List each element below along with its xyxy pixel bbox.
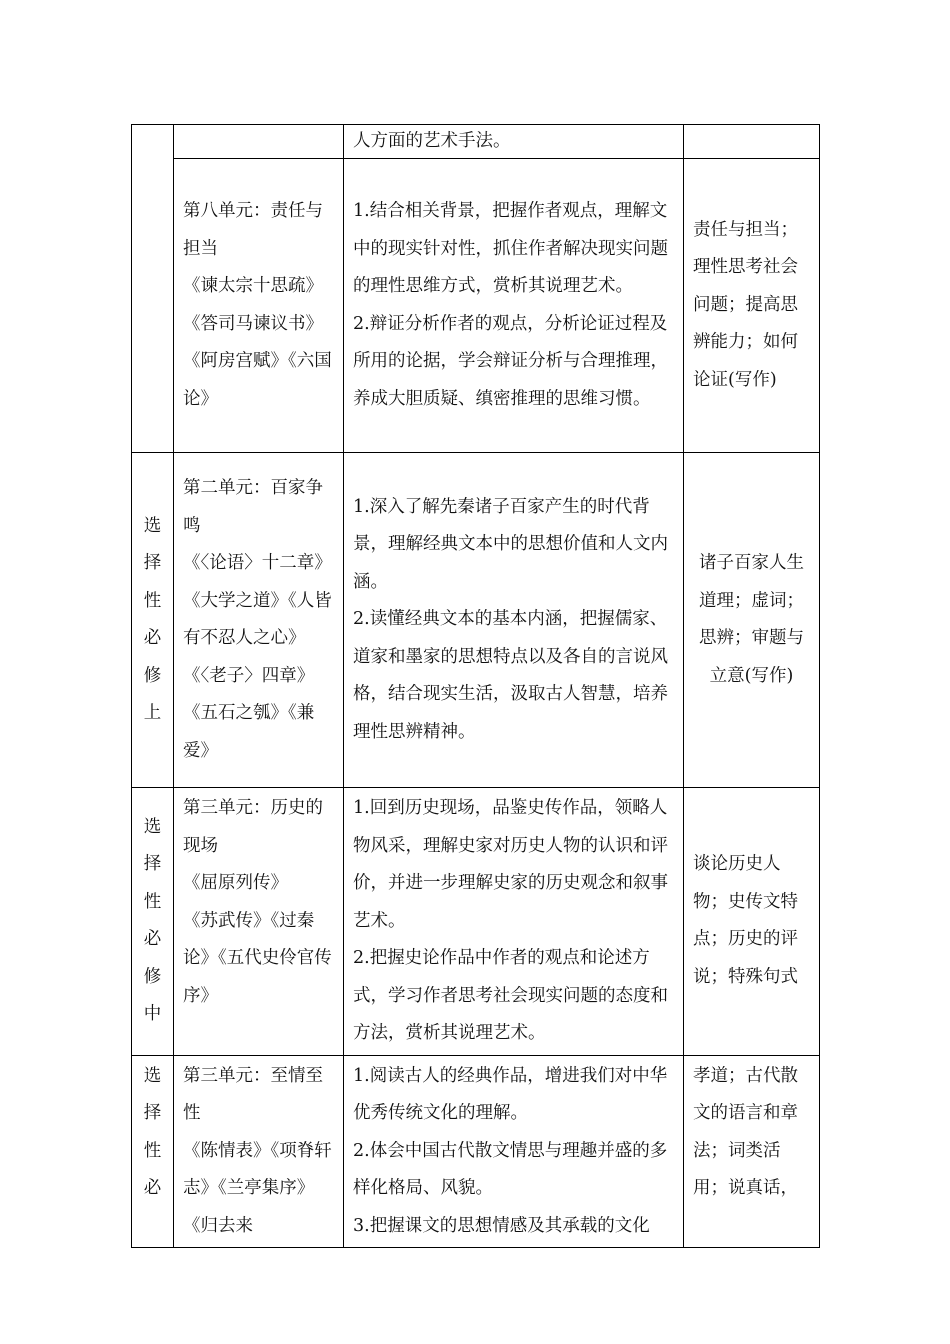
focus-text: 诸子百家人生道理；虚词；思辨；审题与立意(写作) <box>699 553 804 686</box>
unit-title: 第八单元：责任与担当 <box>183 201 323 259</box>
module-char: 必 <box>143 929 162 950</box>
unit-texts: 《〈老子〉四章》《五石之瓠》《兼爱》 <box>183 665 315 761</box>
unit-texts: 《谏太宗十思疏》《答司马谏议书》《阿房宫赋》《六国论》 <box>183 276 332 409</box>
module-char: 修 <box>143 966 162 987</box>
goal-text: 2.把握史论作品中作者的观点和论述方式，学习作者思考社会现实问题的态度和方法，赏析其说理艺术。 <box>353 948 668 1043</box>
module-char: 择 <box>143 854 162 875</box>
focus-text: 责任与担当；理性思考社会问题；提高思辨能力；如何论证(写作) <box>693 219 798 390</box>
unit-cell <box>174 1055 344 1248</box>
module-char: 必 <box>143 1178 162 1198</box>
unit-title: 第二单元：百家争鸣 <box>183 478 323 536</box>
goal-cell <box>344 788 684 1056</box>
unit-texts: 《陈情表》《项脊轩志》《兰亭集序》《归去来 <box>183 1140 332 1236</box>
curriculum-table <box>131 124 820 1248</box>
goal-text: 1.深入了解先秦诸子百家产生的时代背景，理解经典文本中的思想价值和人文内涵。 <box>353 496 668 592</box>
goal-text: 2.辩证分析作者的观点，分析论证过程及所用的论据，学会辩证分析与合理推理，养成大胆质疑、缜密推理的思维习惯。 <box>353 313 668 409</box>
module-char: 性 <box>143 891 162 912</box>
goal-text: 2.读懂经典文本的基本内涵，把握儒家、道家和墨家的思想特点以及各自的言说风格，结合现实生活，汲取古人智慧，培养理性思辨精神。 <box>353 609 668 742</box>
module-cell <box>132 125 174 453</box>
goal-text: 1.结合相关背景，把握作者观点，理解文中的现实针对性，抓住作者解决现实问题的理性思维方式，赏析其说理艺术。 <box>353 201 668 296</box>
focus-text: 孝道；古代散文的语言和章法；词类活用；说真话， <box>693 1065 798 1198</box>
focus-text: 谈论历史人物；史传文特点；历史的评说；特殊句式 <box>693 854 798 987</box>
focus-cell <box>684 788 820 1056</box>
module-char: 必 <box>143 628 162 648</box>
module-char: 择 <box>143 1103 162 1123</box>
unit-title: 第三单元：至情至性 <box>183 1065 323 1123</box>
module-cell <box>132 453 174 788</box>
goal-cell <box>344 453 684 788</box>
module-char: 选 <box>143 1065 162 1086</box>
module-char: 选 <box>143 515 162 536</box>
goal-text: 3.把握课文的思想情感及其承载的文化 <box>353 1215 650 1236</box>
focus-cell <box>684 125 820 159</box>
unit-title: 第三单元：历史的现场 <box>183 798 323 856</box>
module-char: 上 <box>143 703 162 723</box>
table-row <box>132 159 820 453</box>
goal-cell <box>344 125 684 159</box>
unit-cell <box>174 788 344 1056</box>
goal-text: 2.体会中国古代散文情思与理趣并盛的多样化格局、风貌。 <box>353 1140 668 1198</box>
focus-cell <box>684 1055 820 1248</box>
goal-text: 1.回到历史现场，品鉴史传作品，领略人物风采，理解史家对历史人物的认识和评价，并进一步理解史家的历史观念和叙事艺术。 <box>353 798 668 931</box>
module-char: 修 <box>143 665 162 686</box>
module-char: 性 <box>143 1140 162 1161</box>
unit-cell <box>174 159 344 453</box>
unit-cell <box>174 125 344 159</box>
module-char: 中 <box>143 1004 162 1025</box>
module-char: 择 <box>143 553 162 573</box>
unit-texts: 《苏武传》《过秦论》《五代史伶官传序》 <box>183 910 332 1006</box>
module-char: 选 <box>143 816 162 837</box>
goal-cell <box>344 1055 684 1248</box>
goal-text: 人方面的艺术手法。 <box>353 131 511 151</box>
focus-cell <box>684 159 820 453</box>
module-cell <box>132 1055 174 1248</box>
focus-cell <box>684 453 820 788</box>
table-row <box>132 453 820 788</box>
goal-cell <box>344 159 684 453</box>
goal-text: 1.阅读古人的经典作品，增进我们对中华优秀传统文化的理解。 <box>353 1065 668 1123</box>
table-row <box>132 125 820 159</box>
module-cell <box>132 788 174 1056</box>
table-row <box>132 1055 820 1248</box>
table-row <box>132 788 820 1056</box>
module-char: 性 <box>143 590 162 611</box>
unit-texts: 《屈原列传》 <box>183 873 288 893</box>
unit-texts: 《〈论语〉十二章》《大学之道》《人皆有不忍人之心》 <box>183 553 332 648</box>
unit-cell <box>174 453 344 788</box>
